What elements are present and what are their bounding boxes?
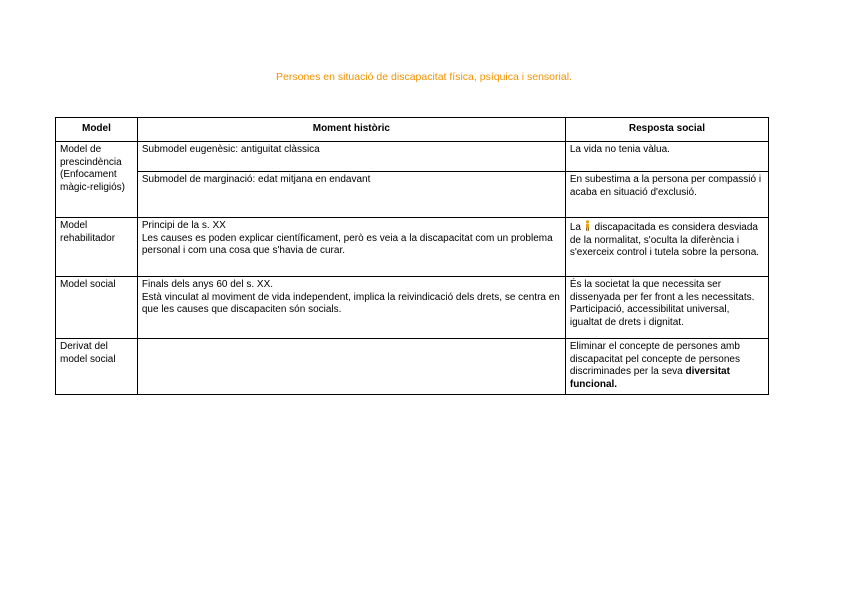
model-cell: Model de prescindència (Enfocament màgic-religiós) [56, 142, 138, 218]
table-row [56, 277, 769, 339]
moment-cell [137, 339, 565, 395]
response-cell [565, 218, 768, 277]
table-row [56, 142, 769, 172]
document-title: Persones en situació de discapacitat física, psíquica i sensorial. [276, 71, 572, 83]
header-model: Model [56, 118, 138, 142]
response-cell: És la societat la que necessita ser dissenyada per fer front a les necessitats. Participació, accessibilitat universal, igualtat de drets i dignitat. [565, 277, 768, 339]
response-cell: En subestima a la persona per compassió i acaba en situació d'exclusió. [565, 172, 768, 218]
header-response: Resposta social [565, 118, 768, 142]
table-header-row [56, 118, 769, 142]
response-cell [565, 339, 768, 395]
moment-heading: Principi de la s. XX [141, 220, 226, 231]
model-cell: Model social [56, 277, 138, 339]
model-cell: Model rehabilitador [56, 218, 138, 277]
person-icon [584, 220, 591, 231]
moment-cell: Submodel de marginació: edat mitjana en endavant [137, 172, 565, 218]
social-models-table [55, 117, 769, 395]
header-moment: Moment històric [137, 118, 565, 142]
moment-cell [137, 277, 565, 339]
response-cell: La vida no tenia vàlua. [565, 142, 768, 172]
response-emphasis: diversitat funcional. [569, 366, 730, 390]
response-text: Eliminar el concepte de persones amb discapacitat pel concepte de persones discriminades per la seva [569, 341, 740, 377]
table-row [56, 218, 769, 277]
table-row [56, 339, 769, 395]
response-text: discapacitada es considera desviada de la normalitat, s'oculta la diferència i s'exerceix control i tutela sobre la persona. [569, 222, 760, 258]
moment-cell: Submodel eugenèsic: antiguitat clàssica [137, 142, 565, 172]
table-row [56, 172, 769, 218]
moment-cell [137, 218, 565, 277]
moment-heading: Finals dels anys 60 del s. XX. [141, 279, 274, 290]
moment-description: Les causes es poden explicar científicament, però es veia a la discapacitat com un problema personal i com una cosa que s'havia de curar. [141, 232, 553, 256]
model-cell: Derivat del model social [56, 339, 138, 395]
response-prefix: La [569, 222, 581, 233]
moment-description: Està vinculat al moviment de vida independent, implica la reivindicació dels drets, se centra en que les causes que discapaciten són socials. [141, 291, 560, 315]
